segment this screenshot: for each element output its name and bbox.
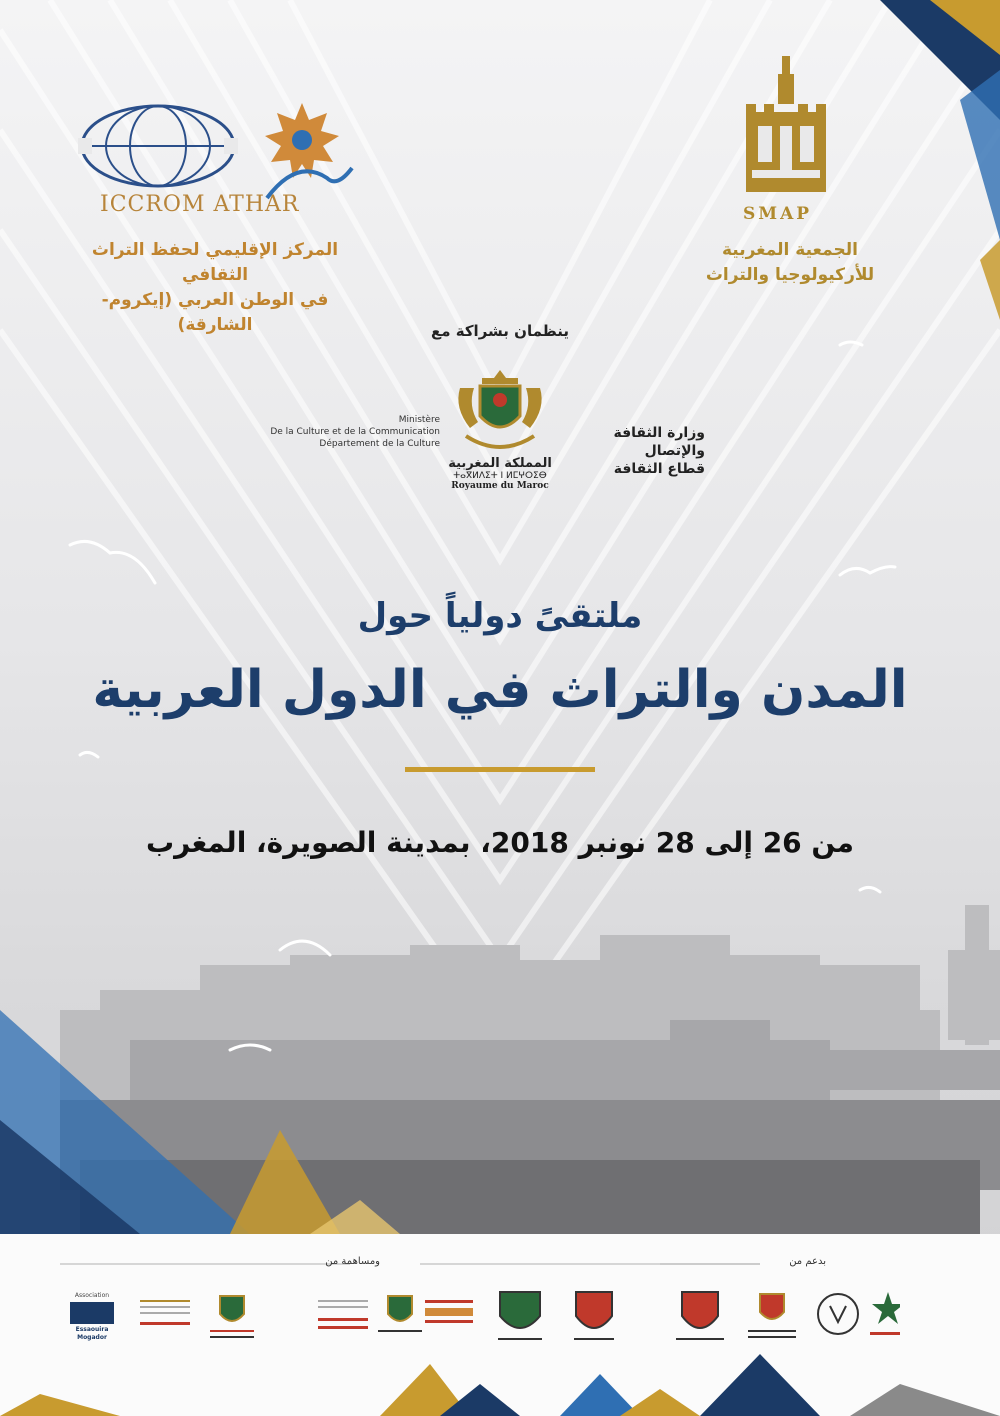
sponsor-star-logo	[870, 1292, 900, 1335]
iccrom-athar-wordmark: ICCROM ATHAR	[100, 192, 300, 217]
kingdom-french: Royaume du Maroc	[451, 481, 549, 491]
sponsor-shield-logo-1	[498, 1292, 542, 1340]
event-date-location: من 26 إلى 28 نونبر 2018، بمدينة الصويرة، المغرب	[146, 826, 854, 859]
iccrom-globe-logo	[78, 102, 238, 192]
kingdom-arabic: المملكة المغربية	[448, 456, 552, 471]
sponsor-regional-logo	[425, 1300, 473, 1323]
sponsor-ministry-logo-1	[140, 1300, 190, 1325]
sponsor-ministry-logo-2	[318, 1300, 368, 1329]
sponsor-shield-logo-2	[574, 1292, 614, 1340]
event-title: المدن والتراث في الدول العربية	[92, 660, 908, 720]
association-building-icon	[70, 1302, 114, 1324]
kingdom-block	[430, 456, 570, 491]
association-line1: Association	[74, 1292, 110, 1299]
sponsor-coat-of-arms-3	[748, 1294, 796, 1338]
sponsor-coat-of-arms-2	[378, 1296, 422, 1332]
contribution-label: ومساهمة من	[325, 1256, 380, 1267]
smap-wordmark: SMAP	[743, 204, 813, 224]
smap-org-line1: الجمعية المغربية	[721, 240, 859, 260]
iccrom-org-line1: المركز الإقليمي لحفظ التراث الثقافي	[91, 240, 339, 285]
association-line2: Essaouira Mogador	[75, 1326, 109, 1341]
ministry-arabic-name	[555, 424, 705, 478]
association-logo	[62, 1292, 122, 1340]
ministry-fr-line2: De la Culture et de la Communication	[270, 427, 440, 437]
ministry-ar-line2: قطاع الثقافة	[613, 461, 705, 477]
support-label: بدعم من	[789, 1256, 826, 1267]
event-subtitle: ملتقىً دولياً حول	[357, 596, 643, 636]
sponsor-round-seal	[818, 1294, 858, 1334]
smap-tower-logo	[738, 52, 834, 202]
ministry-ar-line1: وزارة الثقافة والإتصال	[613, 425, 705, 459]
iccrom-org-line2: في الوطن العربي (إيكروم-الشارقة)	[101, 290, 329, 335]
ministry-fr-line3: Département de la Culture	[319, 439, 440, 449]
ministry-fr-line1: Ministère	[398, 415, 440, 425]
moroccan-coat-of-arms-icon	[452, 368, 548, 456]
smap-org-name	[690, 238, 890, 288]
iccrom-org-name	[70, 238, 360, 338]
title-divider	[405, 767, 595, 772]
ministry-french-name	[268, 414, 440, 450]
smap-org-line2: للأركيولوجيا والتراث	[705, 265, 875, 285]
sponsor-coat-of-arms-1	[210, 1296, 254, 1338]
partnership-label: ينظمان بشراكة مع	[430, 322, 570, 340]
sponsor-shield-logo-3	[676, 1292, 724, 1340]
sponsor-logos-row	[140, 1286, 900, 1356]
sponsor-footer	[0, 1234, 1000, 1416]
kingdom-tifinagh: ⵜⴰⴳⵍⴷⵉⵜ ⵏ ⵍⵎⵖⵔⵉⴱ	[453, 471, 547, 481]
